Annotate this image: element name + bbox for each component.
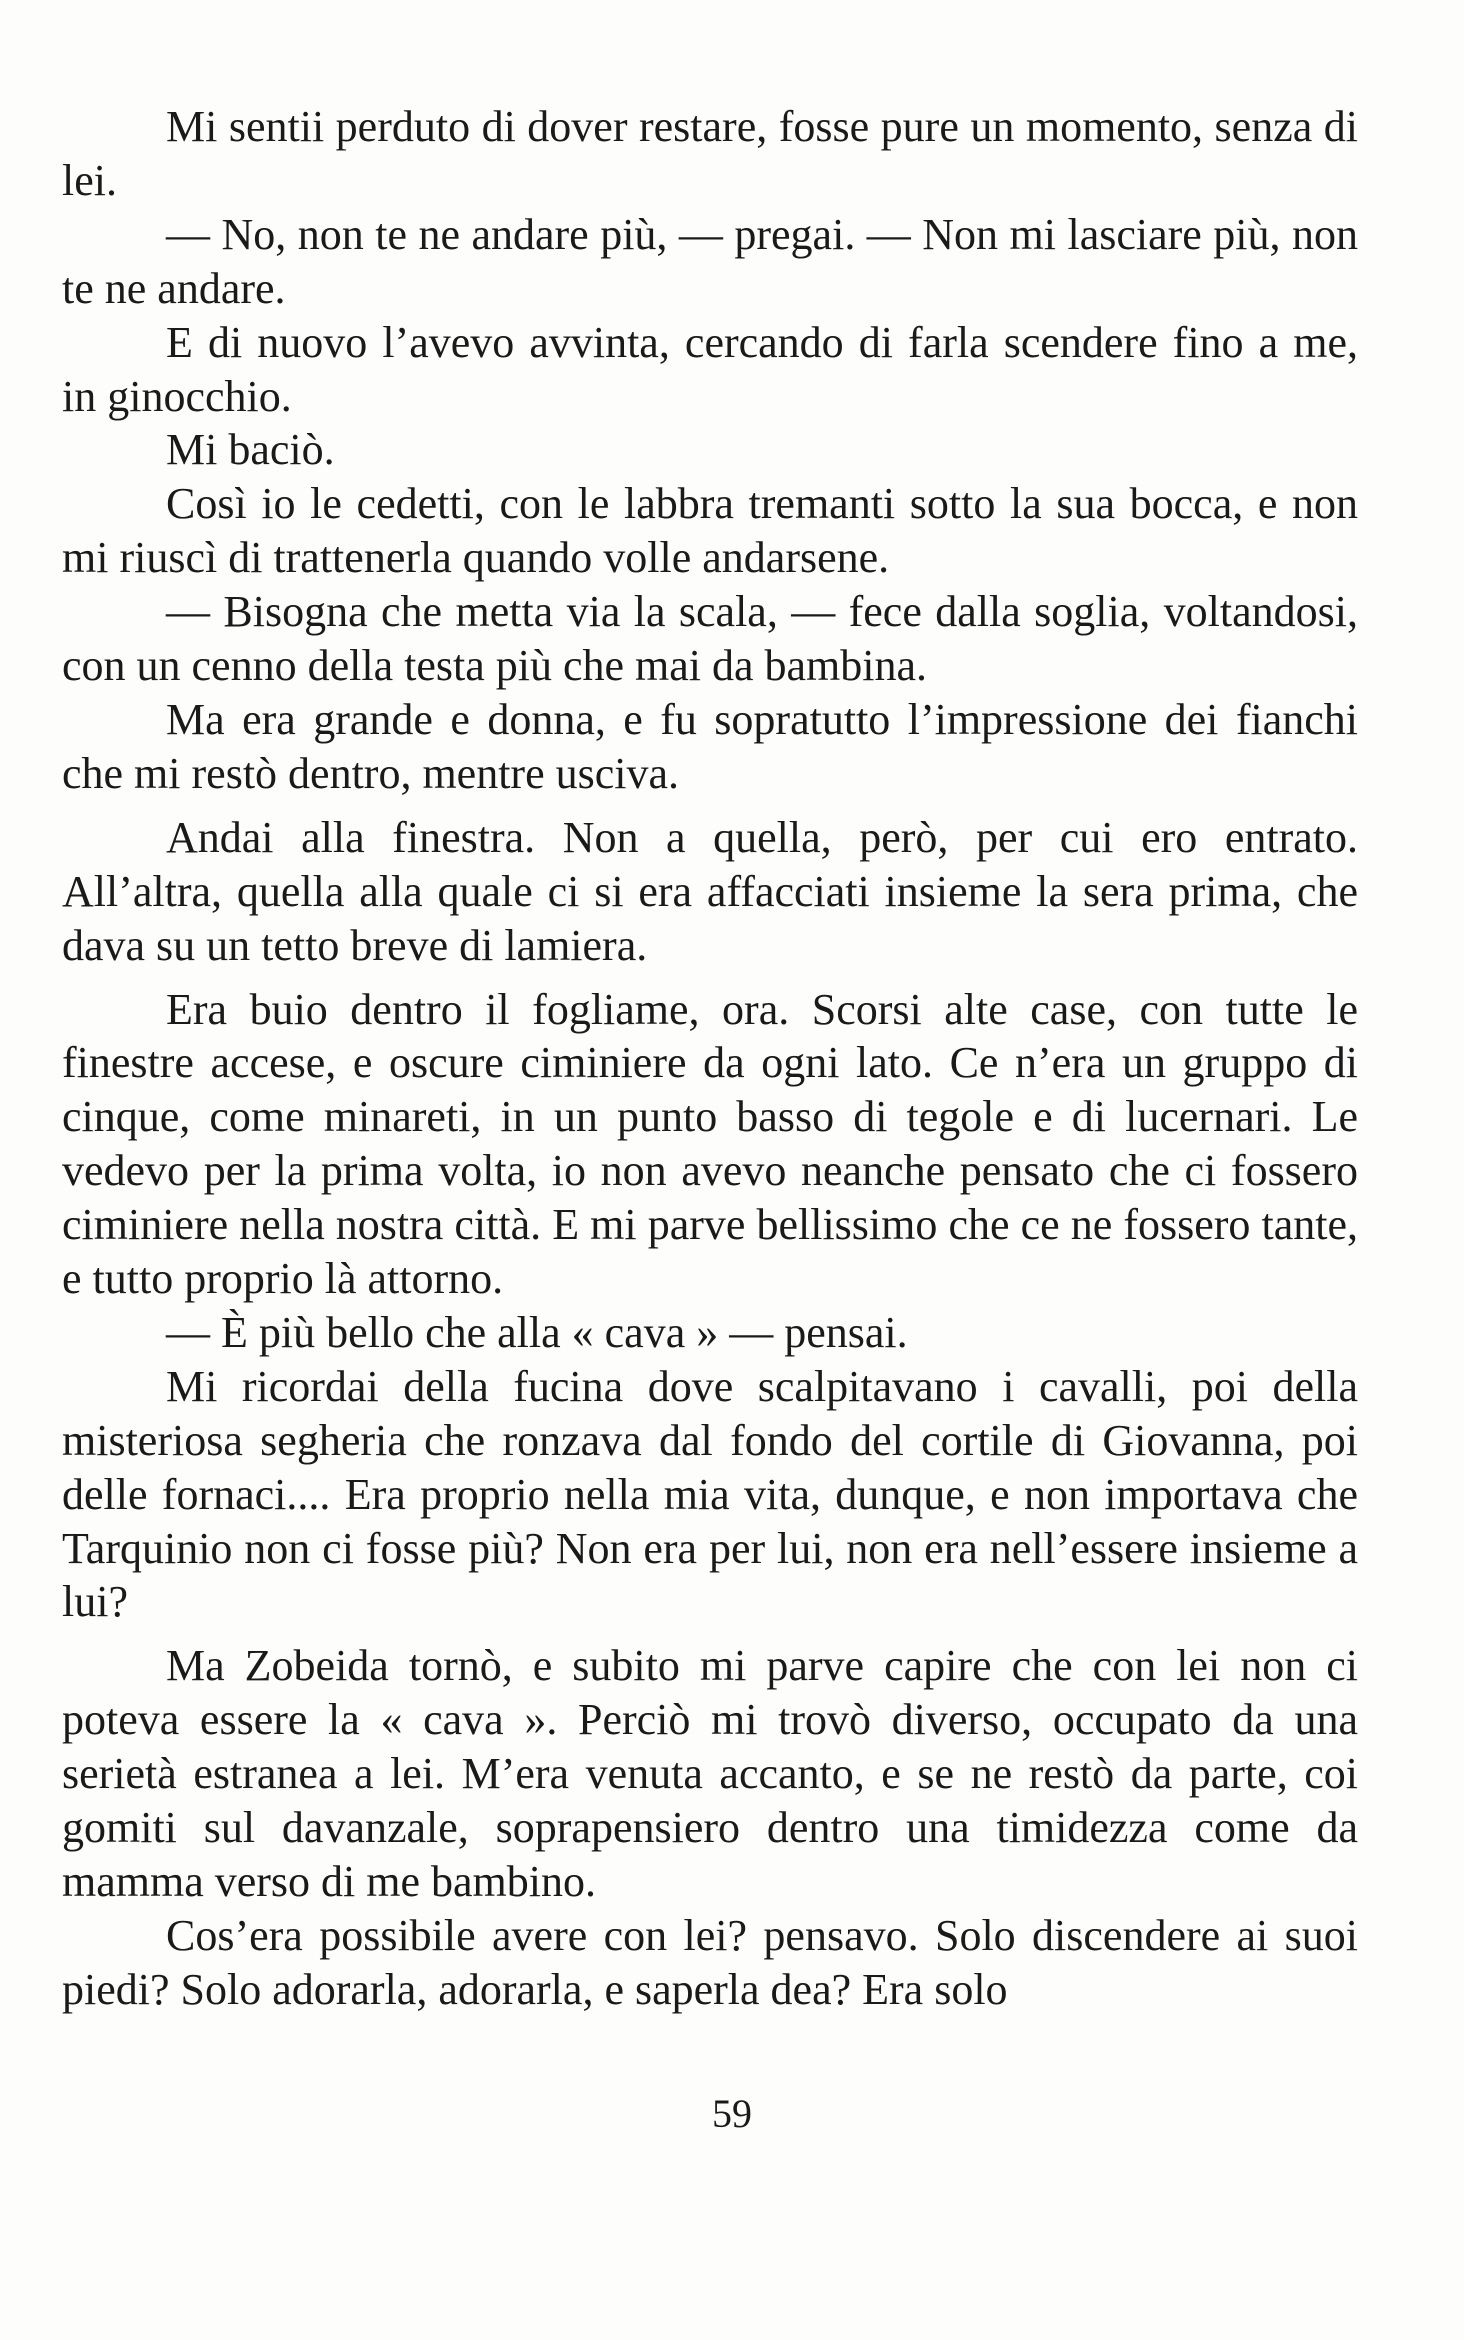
paragraph-4: Mi baciò. [166, 425, 335, 475]
page-number: 59 [712, 2091, 752, 2136]
paragraph-9: Era buio dentro il fogliame, ora. Scorsi alte case, con tutte le finestre accese, e oscure ciminiere da ogni lato. Ce n’era un gruppo di cinque, come minareti, in un punto basso di tegole e di lucernari. Le vedevo per la prima volta, io non avevo neanche pensato che ci fossero ciminiere nella nostra città. E mi parve bellissimo che ce ne fossero tante, e tutto proprio là attorno. [62, 984, 1358, 1304]
paragraph-12: Ma Zobeida tornò, e subito mi parve capire che con lei non ci poteva essere la « cava ». Perciò mi trovò diverso, occupato da una serietà estranea a lei. M’era venuta accanto, e se ne restò da parte, coi gomiti sul davanzale, soprapensiero dentro una timidezza come da mamma verso di me bambino. [62, 1641, 1358, 1906]
paragraph-7: Ma era grande e donna, e fu sopratutto l’impressione dei fianchi che mi restò dentro, mentre usciva. [62, 694, 1358, 798]
paragraph-5: Così io le cedetti, con le labbra tremanti sotto la sua bocca, e non mi riuscì di trattenerla quando volle andarsene. [62, 479, 1358, 583]
paragraph-2: — No, non te ne andare più, — pregai. — Non mi lasciare più, non te ne andare. [62, 209, 1358, 313]
body-text [62, 100, 1358, 2017]
paragraph-8: Andai alla finestra. Non a quella, però, per cui ero entrato. All’altra, quella alla quale ci si era affacciati insieme la sera prima, che dava su un tetto breve di lamiera. [62, 812, 1358, 970]
paragraph-13: Cos’era possibile avere con lei? pensavo. Solo discendere ai suoi piedi? Solo adorarla, adorarla, e saperla dea? Era solo [62, 1910, 1358, 2014]
paragraph-3: E di nuovo l’avevo avvinta, cercando di farla scendere fino a me, in ginocchio. [62, 317, 1358, 421]
paragraph-6: — Bisogna che metta via la scala, — fece dalla soglia, voltandosi, con un cenno della testa più che mai da bambina. [62, 587, 1358, 691]
paragraph-11: Mi ricordai della fucina dove scalpitavano i cavalli, poi della misteriosa segheria che ronzava dal fondo del cortile di Giovanna, poi delle fornaci.... Era proprio nella mia vita, dunque, e non importava che Tarquinio non ci fosse più? Non era per lui, non era nell’essere insieme a lui? [62, 1361, 1358, 1627]
paragraph-1: Mi sentii perduto di dover restare, fosse pure un momento, senza di lei. [62, 102, 1358, 205]
paragraph-10: — È più bello che alla « cava » — pensai. [166, 1307, 908, 1357]
